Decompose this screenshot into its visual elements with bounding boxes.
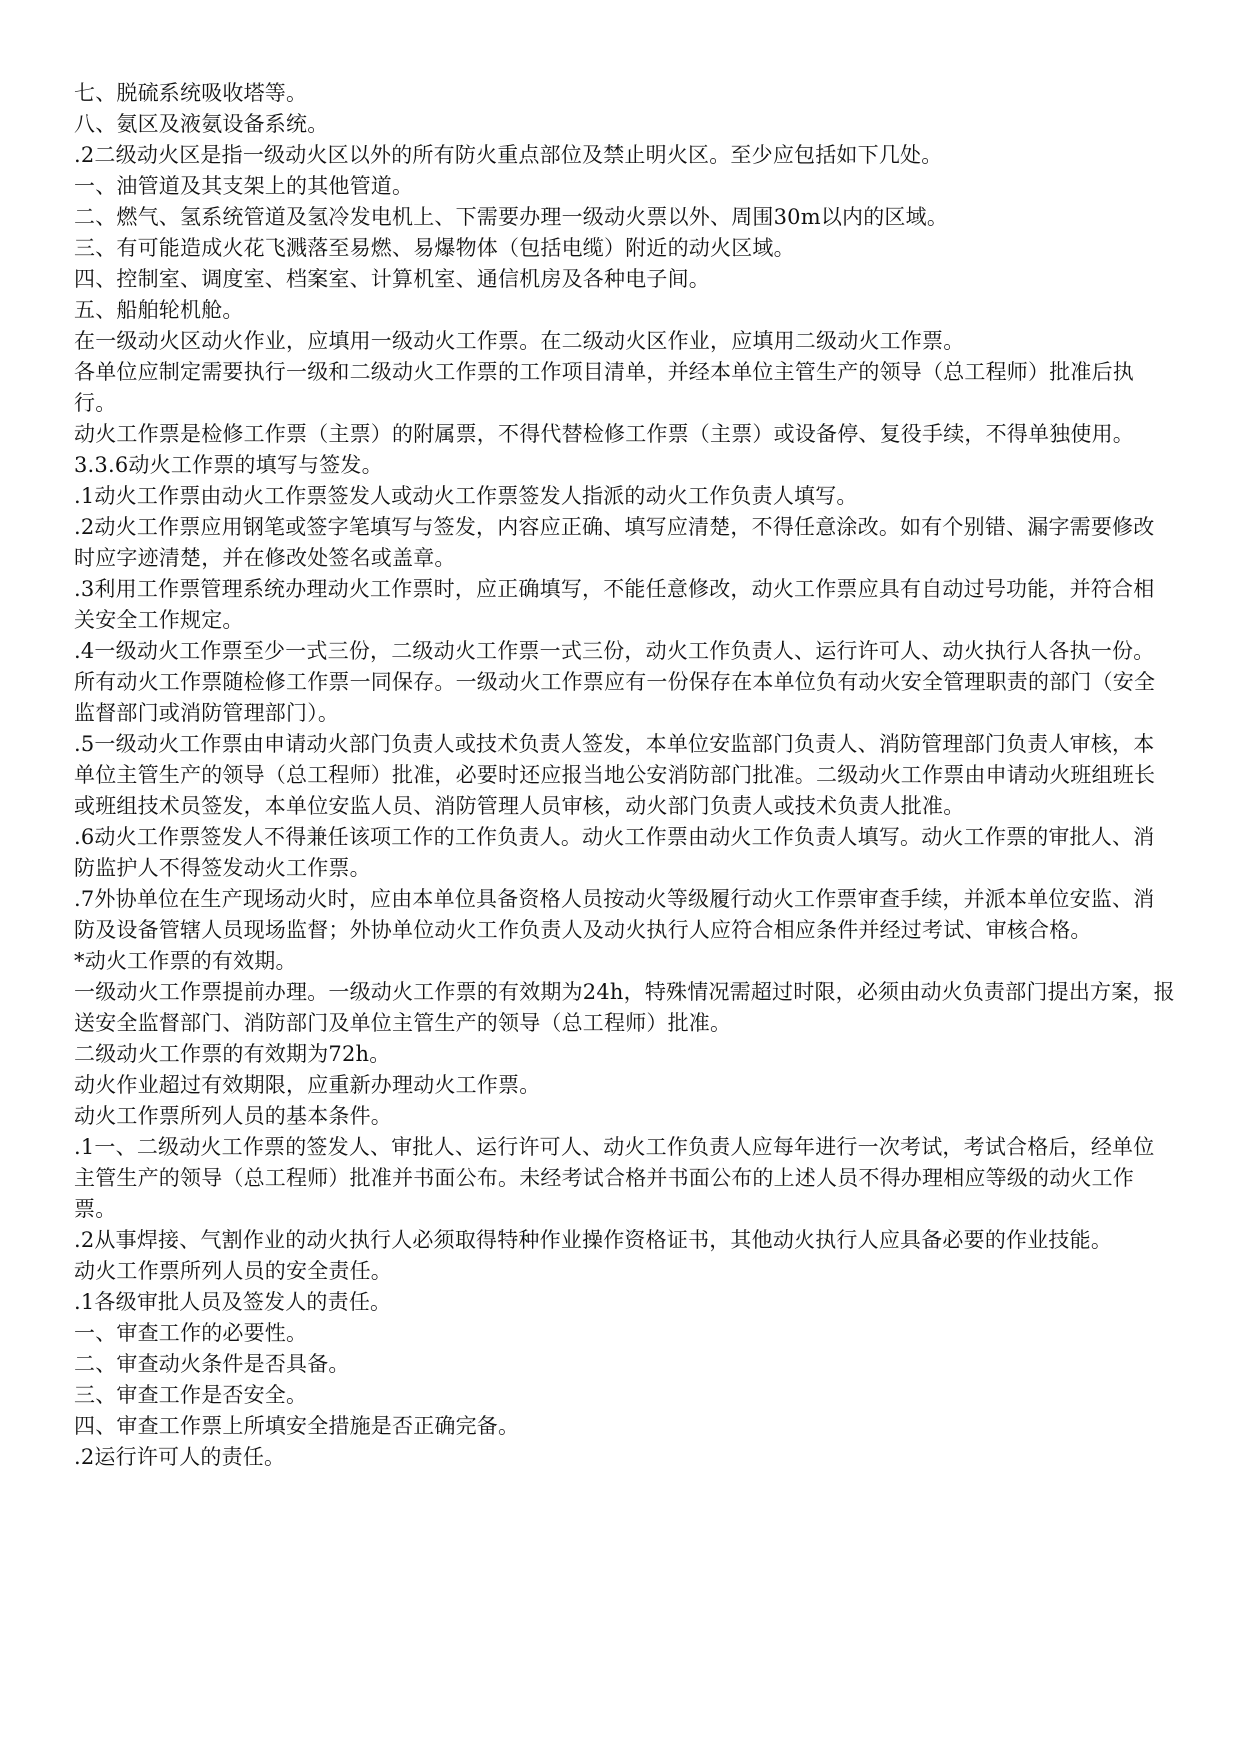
text-line: 一、油管道及其支架上的其他管道。 [74,174,414,198]
text-line: 在一级动火区动火作业，应填用一级动火工作票。在二级动火区作业，应填用二级动火工作票。 [74,329,965,353]
section-heading: *动火工作票的有效期。 [74,949,297,973]
text-paragraph: 一级动火工作票提前办理。一级动火工作票的有效期为24h，特殊情况需超过时限，必须由动火负责部门提出方案，报送安全监督部门、消防部门及单位主管生产的领导（总工程师）批准。 [74,980,1175,1035]
text-paragraph: .2从事焊接、气割作业的动火执行人必须取得特种作业操作资格证书，其他动火执行人应具备必要的作业技能。 [74,1228,1113,1252]
text-paragraph: .7外协单位在生产现场动火时，应由本单位具备资格人员按动火等级履行动火工作票审查手续，并派本单位安监、消防及设备管辖人员现场监督；外协单位动火工作负责人及动火执行人应符合相应条件并经过考试、审核合格。 [74,887,1155,942]
section-heading: 3.3.6动火工作票的填写与签发。 [74,453,383,477]
text-paragraph: .1一、二级动火工作票的签发人、审批人、运行许可人、动火工作负责人应每年进行一次考试，考试合格后，经单位主管生产的领导（总工程师）批准并书面公布。未经考试合格并书面公布的上述人员不得办理相应等级的动火工作票。 [74,1135,1155,1221]
text-line: .1动火工作票由动火工作票签发人或动火工作票签发人指派的动火工作负责人填写。 [74,484,858,508]
text-paragraph: 各单位应制定需要执行一级和二级动火工作票的工作项目清单，并经本单位主管生产的领导（总工程师）批准后执行。 [74,360,1134,415]
text-paragraph: 动火工作票是检修工作票（主票）的附属票，不得代替检修工作票（主票）或设备停、复役手续，不得单独使用。 [74,422,1134,446]
text-paragraph: .5一级动火工作票由申请动火部门负责人或技术负责人签发，本单位安监部门负责人、消防管理部门负责人审核，本单位主管生产的领导（总工程师）批准，必要时还应报当地公安消防部门批准。二级动火工作票由申请动火班组班长或班组技术员签发，本单位安监人员、消防管理人员审核，动火部门负责人或技术负责人批准。 [74,732,1156,818]
text-paragraph: .3利用工作票管理系统办理动火工作票时，应正确填写，不能任意修改，动火工作票应具有自动过号功能，并符合相关安全工作规定。 [74,577,1155,632]
text-paragraph: .6动火工作票签发人不得兼任该项工作的工作负责人。动火工作票由动火工作负责人填写。动火工作票的审批人、消防监护人不得签发动火工作票。 [74,825,1155,880]
text-line: 二、燃气、氢系统管道及氢冷发电机上、下需要办理一级动火票以外、周围30m以内的区域。 [74,205,949,229]
text-paragraph: .4一级动火工作票至少一式三份，二级动火工作票一式三份，动火工作负责人、运行许可人、动火执行人各执一份。所有动火工作票随检修工作票一同保存。一级动火工作票应有一份保存在本单位负有动火安全管理职责的部门（安全监督部门或消防管理部门）。 [74,639,1156,725]
text-line: 五、船舶轮机舱。 [74,298,244,322]
text-line: 七、脱硫系统吸收塔等。 [74,81,308,105]
text-line: 二级动火工作票的有效期为72h。 [74,1042,391,1066]
text-line: 二、审查动火条件是否具备。 [74,1352,350,1376]
text-line: 八、氨区及液氨设备系统。 [74,112,329,136]
text-paragraph: .2动火工作票应用钢笔或签字笔填写与签发，内容应正确、填写应清楚，不得任意涂改。如有个别错、漏字需要修改时应字迹清楚，并在修改处签名或盖章。 [74,515,1155,570]
text-line: .1各级审批人员及签发人的责任。 [74,1290,392,1314]
text-line: 三、审查工作是否安全。 [74,1383,308,1407]
section-heading: 动火工作票所列人员的安全责任。 [74,1259,392,1283]
text-line: 四、审查工作票上所填安全措施是否正确完备。 [74,1414,520,1438]
section-heading: 动火工作票所列人员的基本条件。 [74,1104,392,1128]
text-line: 四、控制室、调度室、档案室、计算机室、通信机房及各种电子间。 [74,267,710,291]
text-line: .2运行许可人的责任。 [74,1445,286,1469]
text-line: 动火作业超过有效期限，应重新办理动火工作票。 [74,1073,541,1097]
text-line: 三、有可能造成火花飞溅落至易燃、易爆物体（包括电缆）附近的动火区域。 [74,236,795,260]
text-line: 一、审查工作的必要性。 [74,1321,308,1345]
text-line: .2二级动火区是指一级动火区以外的所有防火重点部位及禁止明火区。至少应包括如下几处。 [74,143,943,167]
